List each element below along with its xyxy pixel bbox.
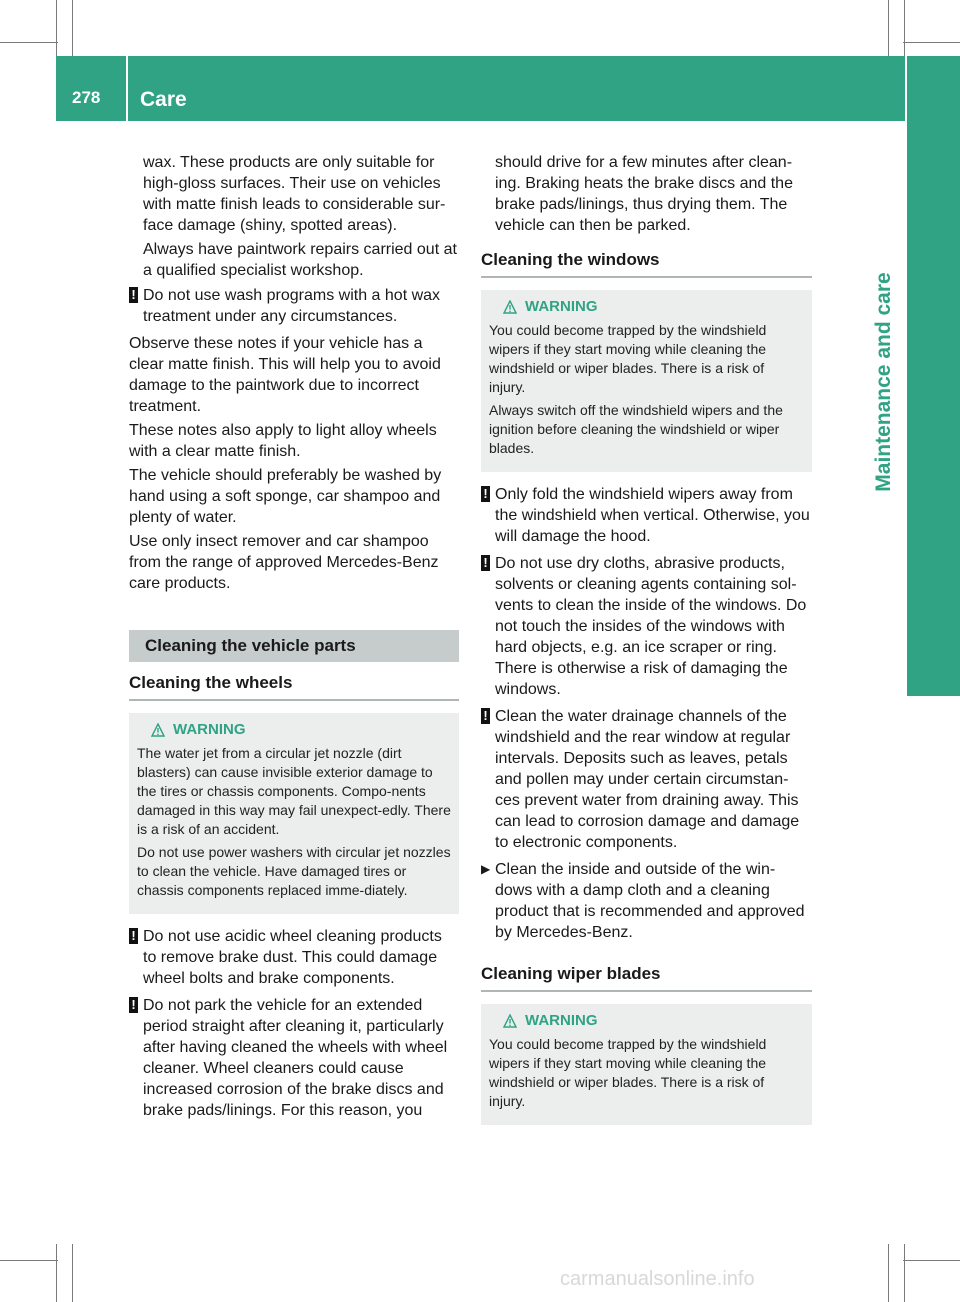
exclamation-icon: ! — [129, 928, 138, 944]
crop-mark — [888, 1244, 889, 1302]
page-number: 278 — [72, 88, 101, 107]
paragraph: Use only insect remover and car shampoo from the range of approved Mercedes-Benz care products. — [129, 533, 439, 592]
crop-mark — [72, 0, 73, 58]
crop-mark — [0, 42, 58, 43]
intro-paragraph: wax. These products are only suitable for high-gloss surfaces. Their use on vehicles with matte finish leads to considerable sur-face damage (shiny, spotted areas). — [143, 154, 446, 234]
exclamation-icon: ! — [129, 287, 138, 303]
warning-text: You could become trapped by the windshield wipers if they start moving while cleaning the windshield or wiper blades. There is a risk of injury. — [489, 1036, 767, 1109]
warning-title: WARNING — [173, 721, 246, 738]
crop-mark — [904, 0, 905, 58]
paragraph: The vehicle should preferably be washed by hand using a soft sponge, car shampoo and plenty of water. — [129, 467, 442, 526]
watermark: carmanualsonline.info — [560, 1268, 755, 1290]
crop-mark — [888, 0, 889, 58]
warning-triangle-icon — [503, 300, 517, 314]
subheading: Cleaning wiper blades — [481, 953, 812, 992]
warning-header — [489, 1012, 804, 1029]
paragraph: should drive for a few minutes after clean-ing. Braking heats the brake discs and the brake pads/linings, thus drying them. The vehicle can then be parked. — [495, 154, 793, 234]
crop-mark — [56, 1244, 57, 1302]
right-column — [481, 152, 812, 1137]
crop-mark — [903, 1260, 960, 1261]
crop-mark — [903, 42, 960, 43]
step-arrow-icon: ▶ — [481, 862, 491, 876]
note-text: Do not use dry cloths, abrasive products, solvents or cleaning agents containing sol-vents to clean the inside of the windows. Do not touch the insides of the windows with hard objects, e.g. an ice scraper or ring. There is otherwise a risk of damaging the windows. — [495, 555, 807, 698]
exclamation-icon: ! — [129, 997, 138, 1013]
warning-text: The water jet from a circular jet nozzle (dirt blasters) can cause invisible exterior damage to the tires or chassis components. Compo-nents damaged in this way may fail unexpect-edly. There is a risk of an accident. — [137, 745, 451, 837]
crop-mark — [56, 0, 57, 58]
warning-text: Always switch off the windshield wipers and the ignition before cleaning the windshield or wiper blades. — [489, 402, 783, 456]
instruction-step — [481, 859, 812, 943]
left-column — [129, 152, 459, 1127]
intro-paragraph: Always have paintwork repairs carried out at a qualified specialist workshop. — [143, 241, 457, 279]
caution-note — [481, 706, 812, 853]
crop-mark — [0, 1260, 58, 1261]
exclamation-icon: ! — [481, 555, 490, 571]
section-heading: Cleaning the vehicle parts — [129, 630, 459, 662]
header-divider — [126, 56, 128, 121]
caution-note — [481, 553, 812, 700]
caution-note — [481, 484, 812, 547]
warning-box — [129, 713, 459, 914]
section-title: Care — [140, 88, 187, 111]
caution-note — [129, 926, 459, 989]
side-tab — [907, 56, 960, 696]
note-text: Do not use wash programs with a hot wax treatment under any circumstances. — [143, 287, 441, 325]
side-tab-label: Maintenance and care — [872, 272, 895, 492]
warning-header — [489, 298, 804, 315]
exclamation-icon: ! — [481, 486, 490, 502]
crop-mark — [904, 1244, 905, 1302]
exclamation-icon: ! — [481, 708, 490, 724]
step-text: Clean the inside and outside of the win-dows with a damp cloth and a cleaning product that is recommended and approved by Mercedes-Benz. — [495, 861, 805, 941]
paragraph: Observe these notes if your vehicle has a clear matte finish. This will help you to avoid damage to the paintwork due to incorrect treatment. — [129, 335, 441, 415]
paragraph: These notes also apply to light alloy wheels with a clear matte finish. — [129, 422, 437, 460]
warning-text: Do not use power washers with circular jet nozzles to clean the vehicle. Have damaged tires or chassis components replaced imme-diately. — [137, 844, 451, 898]
warning-box — [481, 1004, 812, 1125]
warning-triangle-icon — [151, 723, 165, 737]
note-text: Do not park the vehicle for an extended period straight after cleaning it, particularly after having cleaned the wheels with wheel cleaner. Wheel cleaners could cause increased corrosion of the brake discs and brake pads/linings. For this reason, you — [143, 997, 448, 1119]
subheading: Cleaning the wheels — [129, 662, 459, 701]
note-text: Do not use acidic wheel cleaning products to remove brake dust. This could damage wheel bolts and brake components. — [143, 928, 442, 987]
side-block — [907, 640, 960, 696]
note-text: Only fold the windshield wipers away from the windshield when vertical. Otherwise, you will damage the hood. — [495, 486, 810, 545]
caution-note — [129, 285, 459, 327]
warning-title: WARNING — [525, 298, 598, 315]
caution-note — [129, 995, 459, 1121]
warning-title: WARNING — [525, 1012, 598, 1029]
warning-triangle-icon — [503, 1014, 517, 1028]
crop-mark — [72, 1244, 73, 1302]
note-text: Clean the water drainage channels of the windshield and the rear window at regular intervals. Deposits such as leaves, petals and pollen may under certain circumstan-ces prevent water from draining away. This can lead to corrosion damage and damage to electronic components. — [495, 708, 800, 851]
subheading: Cleaning the windows — [481, 239, 812, 278]
warning-header — [137, 721, 451, 738]
warning-box — [481, 290, 812, 472]
warning-text: You could become trapped by the windshield wipers if they start moving while cleaning the windshield or wiper blades. There is a risk of injury. — [489, 322, 767, 395]
